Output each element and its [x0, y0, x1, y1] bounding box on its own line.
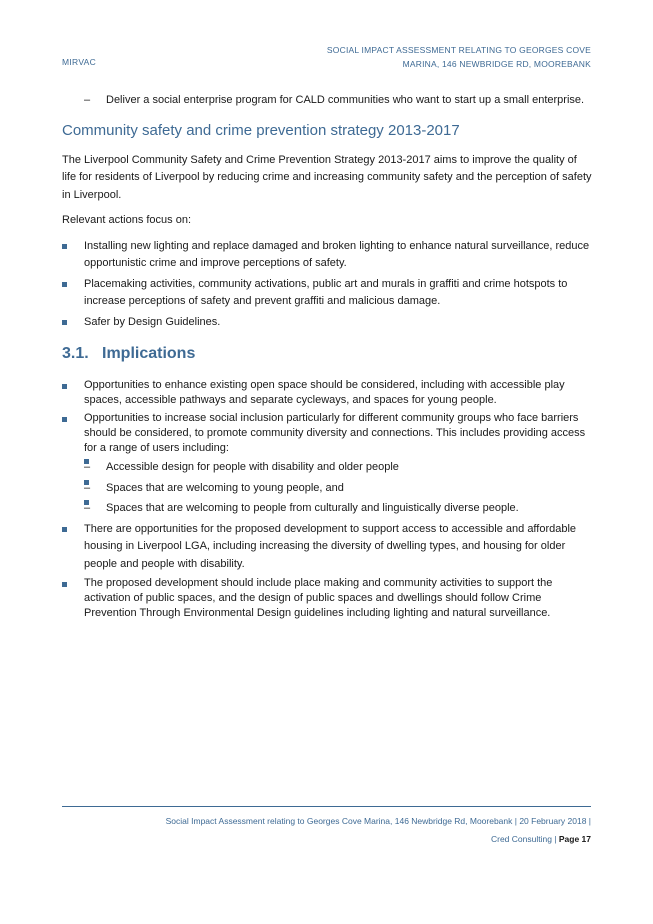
list-item	[62, 92, 592, 110]
square-bullet-icon	[62, 527, 67, 532]
subsection-heading	[62, 344, 592, 364]
footer-separator: |	[551, 834, 559, 844]
bullet-text: Safer by Design Guidelines.	[84, 315, 221, 328]
square-bullet-icon	[62, 384, 67, 389]
bullet-item	[62, 378, 592, 408]
footer-citation: Social Impact Assessment relating to Georges Cove Marina, 146 Newbridge Rd, Moorebank | 20 February 2018 |	[165, 816, 591, 826]
header-right-line2: MARINA, 146 NEWBRIDGE RD, MOOREBANK	[402, 59, 591, 69]
bullet-text: Opportunities to increase social inclusion particularly for different community groups who face barriers should be considered, to promote community diversity and connections. This includes providing access for a range of users including:	[84, 412, 586, 454]
subsection-title: Implications	[102, 345, 196, 362]
header-right-line1: SOCIAL IMPACT ASSESSMENT RELATING TO GEORGES COVE	[326, 45, 591, 55]
header-left-label: MIRVAC	[62, 57, 97, 67]
bullet-text: Placemaking activities, community activations, public art and murals in graffiti and crime hotspots to increase perceptions of safety and prevent graffiti and malicious damage.	[84, 277, 568, 307]
bullet-text: The proposed development should include place making and community activities to support the activation of public spaces, and the design of public spaces and dwellings should follow Crime Prevention Through Environmental Design guidelines including lighting and natural surveillance.	[84, 577, 553, 619]
bullet-item	[62, 576, 592, 621]
page-content	[62, 92, 592, 624]
paragraph: The Liverpool Community Safety and Crime Prevention Strategy 2013-2017 aims to improve the quality of life for residents of Liverpool by reducing crime and increasing community safety and the perception of safety in Liverpool.	[62, 153, 592, 201]
bullet-item	[62, 238, 592, 273]
bullet-text: There are opportunities for the proposed development to support access to accessible and affordable housing in Liverpool LGA, including increasing the diversity of dwelling types, and housing for older people and people with disability.	[84, 522, 577, 570]
dash-marker: –	[84, 94, 91, 106]
footer-divider	[62, 806, 591, 807]
sub-list-item	[84, 480, 592, 498]
footer-org: Cred Consulting	[490, 834, 552, 844]
square-bullet-icon	[62, 582, 67, 587]
dash-marker: –	[84, 481, 91, 494]
sub-list-text: Spaces that are welcoming to people from culturally and linguistically diverse people.	[106, 502, 519, 514]
square-bullet-icon	[62, 244, 67, 249]
square-bullet-icon	[62, 282, 67, 287]
bullet-item	[62, 276, 592, 311]
list-item-text: Deliver a social enterprise program for CALD communities who want to start up a small enterprise.	[106, 94, 585, 106]
bullet-item	[62, 521, 592, 574]
bullet-text: Installing new lighting and replace damaged and broken lighting to enhance natural surveillance, reduce opportunistic crime and improve perceptions of safety.	[84, 239, 590, 269]
square-bullet-icon	[62, 320, 67, 325]
lead-text: Relevant actions focus on:	[62, 214, 192, 226]
footer-page-info	[491, 834, 591, 844]
dash-marker: –	[84, 461, 91, 473]
header-right-title	[327, 43, 591, 71]
subsection-number: 3.1.	[62, 345, 89, 362]
page-number: Page 17	[558, 834, 591, 844]
bullet-item	[62, 411, 592, 518]
square-bullet-icon	[62, 417, 67, 422]
dash-marker: –	[84, 502, 91, 514]
sub-list-item	[84, 500, 592, 518]
sub-list-item	[84, 459, 592, 477]
sub-list-text: Accessible design for people with disability and older people	[106, 461, 399, 473]
sub-list-text: Spaces that are welcoming to young people, and	[106, 481, 344, 494]
bullet-text: Opportunities to enhance existing open space should be considered, including with accessible play spaces, accessible pathways and separate cycleways, and spaces for young people.	[84, 379, 565, 406]
bullet-item	[62, 314, 592, 332]
section-heading: Community safety and crime prevention strategy 2013-2017	[62, 121, 460, 139]
